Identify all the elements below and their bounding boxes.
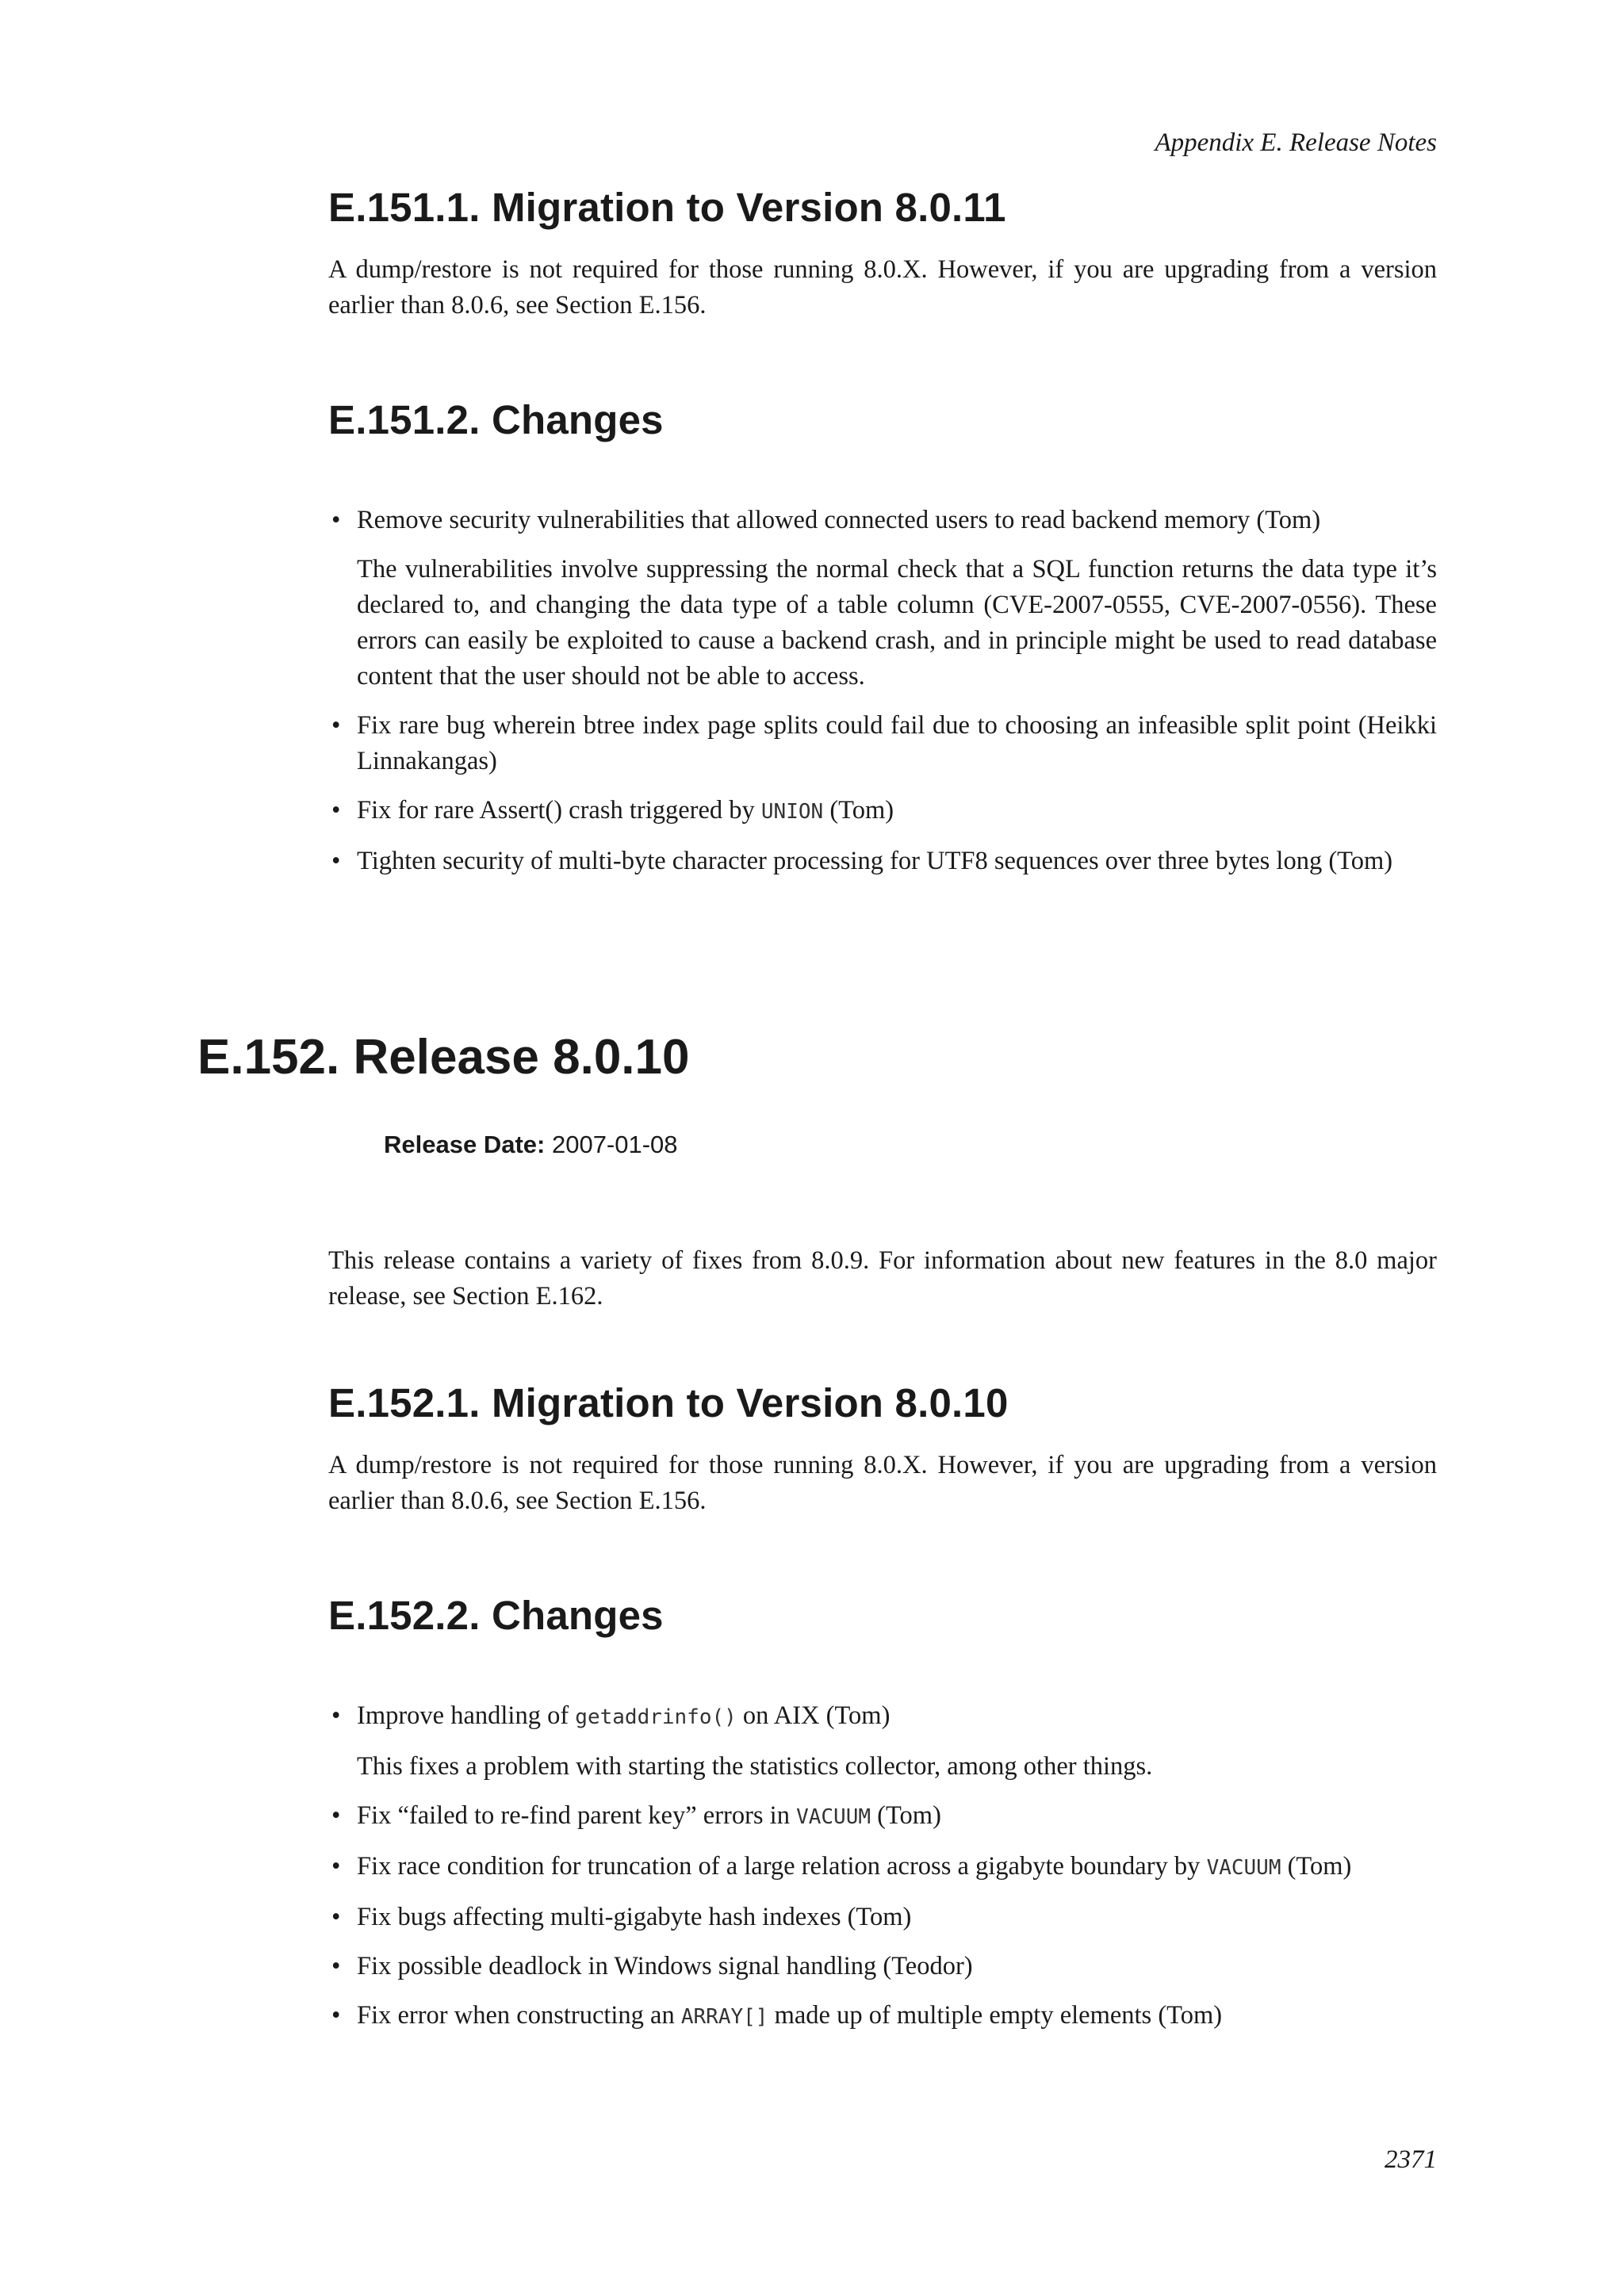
list-item: [328, 1849, 1437, 1886]
item-text-after: (Tom): [871, 1801, 941, 1830]
item-text-before: Fix for rare Assert() crash triggered by: [357, 796, 761, 825]
code-literal: ARRAY[]: [680, 2005, 768, 2029]
item-text: Remove security vulnerabilities that allowed connected users to read backend memory (Tom): [357, 506, 1321, 534]
bullet-icon: •: [331, 1903, 341, 1931]
list-item: [328, 503, 1437, 695]
code-literal: VACUUM: [796, 1805, 871, 1829]
release-date-value: 2007-01-08: [551, 1131, 678, 1158]
section-heading-changes-152: E.152.2. Changes: [328, 1593, 664, 1638]
list-item: [328, 844, 1437, 879]
item-detail: This fixes a problem with starting the statistics collector, among other things.: [357, 1752, 1153, 1781]
item-text-before: Fix race condition for truncation of a large relation across a gigabyte boundary by: [357, 1852, 1207, 1881]
bullet-icon: •: [331, 1801, 341, 1830]
release-date-label: Release Date:: [384, 1131, 546, 1158]
changes-list-151: [328, 503, 1437, 893]
item-text-before: Fix error when constructing an: [357, 2001, 681, 2030]
list-item: [328, 1949, 1437, 1984]
release-heading-8-0-10: E.152. Release 8.0.10: [197, 1030, 690, 1085]
page-number: 2371: [1385, 2145, 1437, 2174]
list-item: [328, 793, 1437, 830]
bullet-icon: •: [331, 506, 341, 534]
item-detail: The vulnerabilities involve suppressing the normal check that a SQL function returns the data type it’s declared to, and changing the data type of a table column (CVE-2007-0555, CVE-2007-0556). These errors can easily be exploited to cause a backend crash, and in principle might be used to read database content that the user should not be able to access.: [357, 555, 1437, 691]
bullet-icon: •: [331, 711, 341, 740]
migration-8-0-11-text: A dump/restore is not required for those running 8.0.X. However, if you are upgrading from a version earlier than 8.0.6, see Section E.156.: [328, 255, 1437, 320]
section-heading-migration-8-0-11: E.151.1. Migration to Version 8.0.11: [328, 185, 1006, 230]
item-text: [357, 1698, 1437, 1735]
bullet-icon: •: [331, 796, 341, 825]
code-literal: VACUUM: [1206, 1856, 1281, 1880]
item-text: [357, 793, 1437, 830]
bullet-icon: •: [331, 1952, 341, 1980]
item-text-before: Fix “failed to re-find parent key” errors in: [357, 1801, 797, 1830]
code-literal: UNION: [760, 800, 824, 824]
item-text-before: Improve handling of: [357, 1701, 576, 1730]
item-text-after: on AIX (Tom): [736, 1701, 891, 1730]
item-text: Fix rare bug wherein btree index page splits could fail due to choosing an infeasible split point (Heikki Linnakangas): [357, 711, 1437, 775]
code-literal: getaddrinfo(): [575, 1705, 737, 1729]
item-text: Tighten security of multi-byte character processing for UTF8 sequences over three bytes long (Tom): [357, 847, 1393, 875]
item-text: Fix possible deadlock in Windows signal handling (Teodor): [357, 1952, 973, 1980]
release-intro: This release contains a variety of fixes from 8.0.9. For information about new features in the 8.0 major release, see Section E.162.: [328, 1246, 1437, 1311]
item-text: [357, 1998, 1437, 2035]
item-text: Fix bugs affecting multi-gigabyte hash indexes (Tom): [357, 1903, 912, 1931]
running-header: Appendix E. Release Notes: [1155, 128, 1437, 157]
section-heading-changes-151: E.151.2. Changes: [328, 397, 664, 442]
bullet-icon: •: [331, 847, 341, 875]
list-item: [328, 708, 1437, 779]
list-item: [328, 1998, 1437, 2035]
item-text: [357, 1798, 1437, 1835]
item-text: [357, 1849, 1437, 1886]
release-date: [384, 1131, 678, 1159]
list-item: [328, 1798, 1437, 1835]
bullet-icon: •: [331, 2001, 341, 2030]
list-item: [328, 1698, 1437, 1785]
changes-list-152: [328, 1698, 1437, 2049]
migration-8-0-10-text: A dump/restore is not required for those running 8.0.X. However, if you are upgrading from a version earlier than 8.0.6, see Section E.156.: [328, 1451, 1437, 1515]
item-text-after: (Tom): [823, 796, 894, 825]
item-text-after: made up of multiple empty elements (Tom): [768, 2001, 1223, 2030]
item-text-after: (Tom): [1281, 1852, 1352, 1881]
section-heading-migration-8-0-10: E.152.1. Migration to Version 8.0.10: [328, 1380, 1009, 1425]
bullet-icon: •: [331, 1701, 341, 1730]
bullet-icon: •: [331, 1852, 341, 1881]
list-item: [328, 1900, 1437, 1935]
